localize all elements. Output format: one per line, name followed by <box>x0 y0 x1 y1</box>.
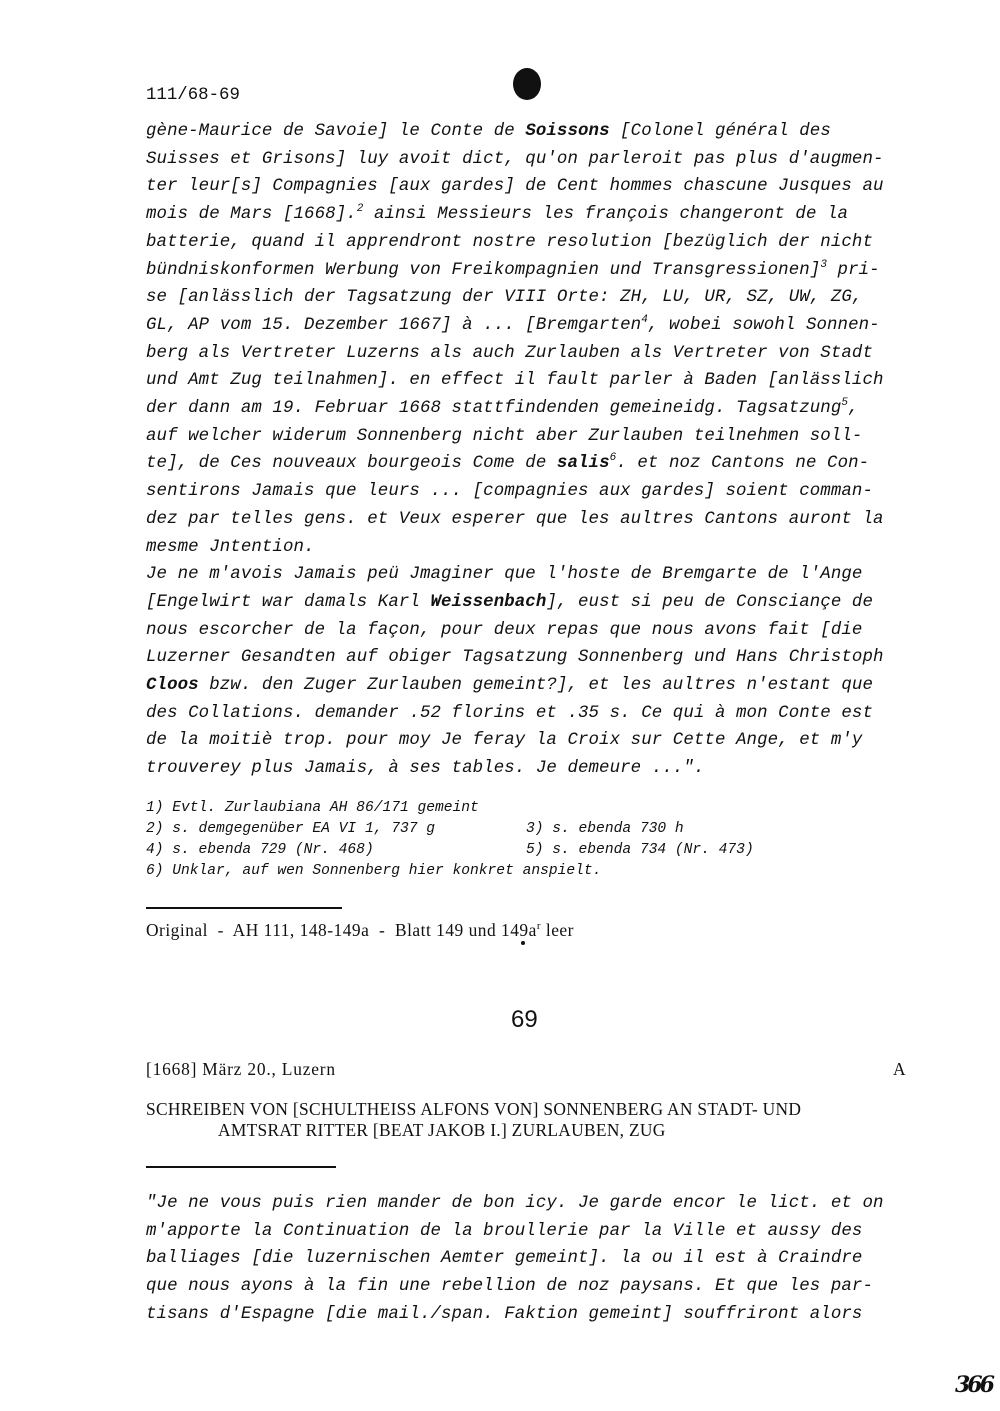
letter-line <box>146 150 884 169</box>
source-prefix: Original - AH 111, 148-149a - Blatt 149 und 149a <box>146 920 537 940</box>
footnote-marker: 6 <box>609 452 617 465</box>
letter-text: . et noz Cantons ne Con- <box>616 454 870 474</box>
document-date-place: [1668] März 20., Luzern <box>146 1059 336 1079</box>
document-heading-line-1: SCHREIBEN VON [SCHULTHEISS ALFONS VON] SONNENBERG AN STADT- UND <box>146 1099 802 1119</box>
letter-line <box>146 482 873 501</box>
source-line <box>146 920 574 941</box>
document-69-line: balliages [die luzernischen Aemter gemeint]. la ou il est à Craindre <box>146 1249 863 1269</box>
letter-text: Suisses et Grisons] luy avoit dict, qu'on parleroit pas plus d'augmen- <box>146 149 884 169</box>
document-69-line: m'apporte la Continuation de la broullerie par la Ville et aussy des <box>146 1221 863 1241</box>
footnote-4: 4) s. ebenda 729 (Nr. 468) <box>146 842 374 858</box>
letter-bold-name: Weissenbach <box>430 592 547 612</box>
letter-line <box>146 177 884 196</box>
letter-text: pri- <box>827 260 880 280</box>
letter-text: berg als Vertreter Luzerns als auch Zurlauben als Vertreter von Stadt <box>146 343 873 363</box>
letter-line <box>146 731 862 750</box>
letter-line <box>146 648 884 667</box>
letter-line <box>146 122 831 141</box>
footnote-marker: 4 <box>641 313 648 326</box>
punch-hole-dot <box>513 68 541 100</box>
source-suffix: leer <box>541 920 574 940</box>
letter-line <box>146 621 862 640</box>
letter-text: dez par telles gens. et Veux esperer que les aultres Cantons auront la <box>146 509 884 529</box>
letter-line <box>146 258 880 280</box>
document-69-line: "Je ne vous puis rien mander de bon icy. Je garde encor le lict. et on <box>146 1194 884 1213</box>
heading-rule <box>146 1166 336 1168</box>
document-type-code: A <box>893 1059 906 1079</box>
letter-text: bzw. den Zuger Zurlauben gemeint?], et les aultres n'estant que <box>198 676 873 695</box>
letter-bold-name: salis <box>556 454 610 474</box>
letter-text: batterie, quand il apprendront nostre resolution [bezüglich der nicht <box>146 232 873 252</box>
document-heading-line-2: AMTSRAT RITTER [BEAT JAKOB I.] ZURLAUBEN, ZUG <box>218 1120 666 1140</box>
document-69-line: tisans d'Espagne [die mail./span. Faktion gemeint] souffriront alors <box>146 1304 863 1324</box>
letter-text: GL, AP vom 15. Dezember 1667] à ... [Bremgarten <box>146 315 642 335</box>
letter-text: trouverey plus Jamais, à ses tables. Je demeure ...". <box>146 759 705 779</box>
letter-text: ainsi Messieurs les françois changeront de la <box>363 205 849 225</box>
document-69-line: que nous ayons à la fin une rebellion de noz paysans. Et que les par- <box>146 1277 873 1297</box>
letter-line <box>146 676 873 695</box>
letter-text: und Amt Zug teilnahmen]. en effect il fault parler à Baden [anlässlich <box>146 371 884 391</box>
footnote-3: 3) s. ebenda 730 h <box>526 821 684 837</box>
footnote-marker: 2 <box>356 203 364 216</box>
letter-text: bündniskonformen Werbung von Freikompagnien und Transgressionen] <box>146 260 821 280</box>
letter-line <box>146 704 873 723</box>
letter-text: Je ne m'avois Jamais peü Jmaginer que l'hoste de Bremgarte de l'Ange <box>146 565 863 585</box>
letter-text: ], eust si peu de Consciançe de <box>546 592 874 612</box>
footnote-5: 5) s. ebenda 734 (Nr. 473) <box>526 842 754 858</box>
footnote-1: 1) Evtl. Zurlaubiana AH 86/171 gemeint <box>146 800 479 816</box>
letter-line <box>146 538 315 557</box>
letter-text: de la moitiè trop. pour moy Je feray la Croix sur Cette Ange, et m'y <box>146 731 863 751</box>
letter-text: gène-Maurice de Savoie] le Conte de <box>146 122 526 141</box>
letter-line <box>146 313 880 335</box>
letter-bold-name: Cloos <box>146 676 199 695</box>
letter-line <box>146 233 873 252</box>
letter-line <box>146 205 848 224</box>
letter-text: des Collations. demander .52 florins et .35 s. Ce qui à mon Conte est <box>146 703 873 723</box>
letter-line <box>146 427 862 446</box>
letter-line <box>146 593 873 612</box>
letter-text: , <box>848 399 859 418</box>
letter-text: Luzerner Gesandten auf obiger Tagsatzung Sonnenberg und Hans Christoph <box>146 648 884 668</box>
letter-line <box>146 510 884 529</box>
letter-line <box>146 288 862 307</box>
letter-line <box>146 371 884 390</box>
letter-text: auf welcher widerum Sonnenberg nicht aber Zurlauben teilnehmen soll- <box>146 426 863 446</box>
letter-text: , wobei sowohl Sonnen- <box>647 315 880 335</box>
separator-rule <box>146 907 342 909</box>
letter-text: se [anlässlich der Tagsatzung der VIII Orte: ZH, LU, UR, SZ, UW, ZG, <box>146 288 863 308</box>
handwritten-page-number: 366 <box>955 1372 992 1398</box>
letter-text: der dann am 19. Februar 1668 stattfindenden gemeineidg. Tagsatzung <box>146 399 842 418</box>
letter-text: ter leur[s] Compagnies [aux gardes] de Cent hommes chascune Jusques au <box>146 177 884 197</box>
letter-text: sentirons Jamais que leurs ... [compagnies aux gardes] soient comman- <box>146 482 873 502</box>
small-dot-mark <box>521 941 525 945</box>
footnote-marker: 5 <box>841 397 849 409</box>
letter-line <box>146 344 873 363</box>
letter-line <box>146 565 862 584</box>
footnote-2: 2) s. demgegenüber EA VI 1, 737 g <box>146 821 436 837</box>
letter-text: [Colonel général des <box>609 122 831 141</box>
letter-bold-name: Soissons <box>525 122 610 141</box>
letter-text: [Engelwirt war damals Karl <box>146 592 431 612</box>
footnote-marker: 3 <box>820 258 828 271</box>
footnote-6: 6) Unklar, auf wen Sonnenberg hier konkret anspielt. <box>146 863 602 879</box>
letter-line <box>146 759 704 778</box>
letter-line <box>146 454 869 473</box>
letter-text: te], de Ces nouveaux bourgeois Come de <box>146 454 557 474</box>
document-number: 69 <box>511 1006 538 1033</box>
letter-text: mesme Jntention. <box>146 537 315 557</box>
source-sup: r <box>536 920 542 932</box>
letter-text: mois de Mars [1668]. <box>146 205 357 225</box>
page-ref: 111/68-69 <box>146 86 240 105</box>
letter-line <box>146 399 859 418</box>
letter-text: nous escorcher de la façon, pour deux repas que nous avons fait [die <box>146 620 863 640</box>
